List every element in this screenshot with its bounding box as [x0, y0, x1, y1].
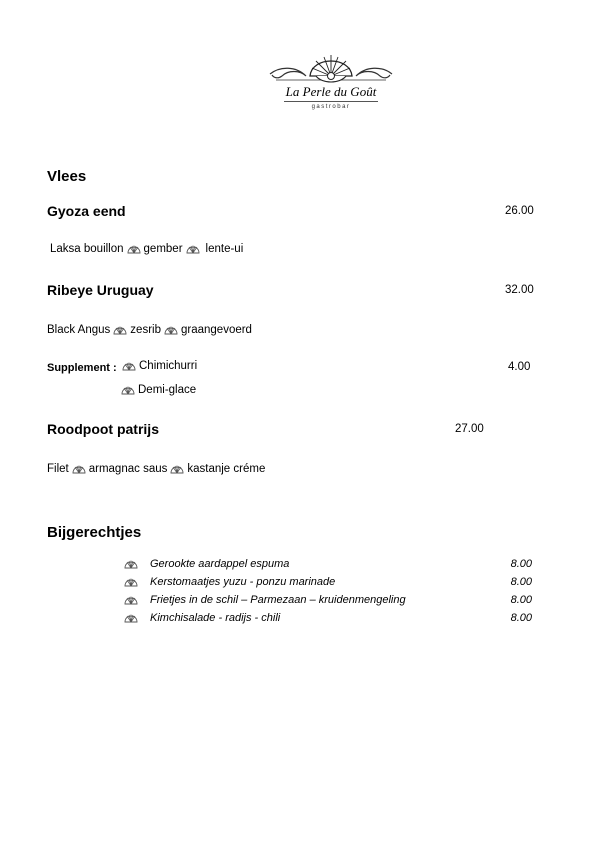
- dish-price-gyoza: 26.00: [505, 205, 534, 217]
- dish-description-ribeye: [47, 324, 252, 336]
- side-dish-row: [124, 611, 534, 627]
- dish-name-ribeye: Ribeye Uruguay: [47, 282, 154, 298]
- shell-icon: [170, 464, 184, 475]
- section-title-vlees: Vlees: [47, 168, 87, 185]
- supplement-option-name: Chimichurri: [139, 360, 198, 372]
- side-dish-price: 8.00: [510, 576, 532, 588]
- dish-description-gyoza: [50, 243, 243, 255]
- shell-icon: [164, 325, 178, 336]
- shell-icon: [124, 595, 138, 606]
- side-dish-row: [124, 593, 534, 609]
- logo-name: La Perle du Goût: [285, 84, 377, 99]
- side-dish-name: Kerstomaatjes yuzu - ponzu marinade: [150, 576, 336, 588]
- restaurant-logo: [266, 46, 396, 120]
- dish-price-patrijs: 27.00: [455, 423, 484, 435]
- logo-divider: [284, 101, 378, 102]
- dish-price-ribeye: 32.00: [505, 284, 534, 296]
- supplement-option-name: Demi-glace: [138, 384, 197, 396]
- side-dish-name: Gerookte aardappel espuma: [150, 558, 290, 570]
- dish-description-patrijs: [47, 463, 265, 475]
- supplement-price: 4.00: [508, 361, 531, 373]
- side-dish-name: Kimchisalade - radijs - chili: [150, 612, 281, 624]
- supplement-option: [122, 360, 197, 372]
- description-item: lente-ui: [205, 243, 244, 255]
- side-dish-price: 8.00: [510, 558, 532, 570]
- description-item: graangevoerd: [180, 324, 252, 336]
- dish-name-gyoza: Gyoza eend: [47, 203, 126, 219]
- section-title-bijgerechtjes: Bijgerechtjes: [47, 524, 142, 541]
- logo-tagline: gastrobar: [311, 104, 351, 110]
- description-item: Laksa bouillon: [50, 243, 124, 255]
- shell-icon: [122, 361, 136, 372]
- side-dish-name: Frietjes in de schil – Parmezaan – kruidenmengeling: [150, 594, 406, 606]
- description-item: zesrib: [130, 324, 161, 336]
- shell-icon: [124, 559, 138, 570]
- shell-icon: [72, 464, 86, 475]
- dish-name-patrijs: Roodpoot patrijs: [47, 421, 159, 437]
- description-item: Filet: [47, 463, 69, 475]
- shell-icon: [186, 244, 200, 255]
- shell-icon: [127, 244, 141, 255]
- description-item: Black Angus: [47, 324, 111, 336]
- side-dish-price: 8.00: [510, 594, 532, 606]
- shell-icon: [124, 613, 138, 624]
- description-item: kastanje créme: [187, 463, 266, 475]
- side-dish-price: 8.00: [510, 612, 532, 624]
- side-dish-row: [124, 557, 534, 573]
- side-dish-row: [124, 575, 534, 591]
- shell-icon: [124, 577, 138, 588]
- description-item: armagnac saus: [88, 463, 168, 475]
- shell-icon: [121, 385, 135, 396]
- supplement-option: [121, 384, 196, 396]
- shell-icon: [113, 325, 127, 336]
- description-item: gember: [143, 243, 183, 255]
- supplement-label: Supplement :: [47, 362, 117, 374]
